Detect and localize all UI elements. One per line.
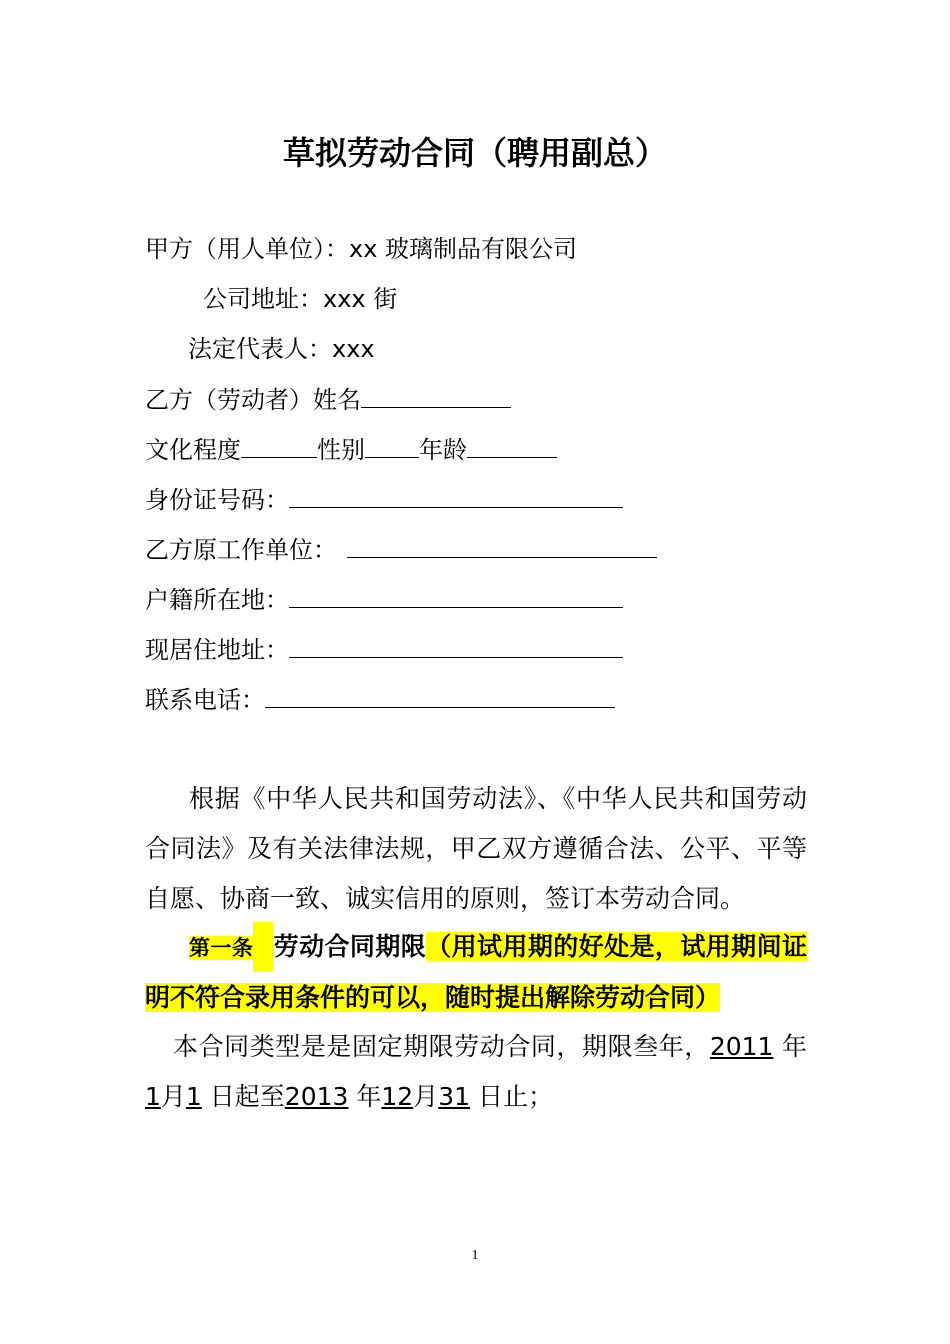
gender-blank[interactable] — [365, 433, 419, 458]
end-year-unit: 年 — [356, 1082, 382, 1111]
id-number-line — [145, 483, 623, 516]
end-year: 2013 — [284, 1082, 349, 1111]
current-address-line — [145, 633, 623, 666]
id-number-label: 身份证号码： — [145, 486, 289, 514]
party-a-line — [145, 233, 577, 265]
age-label: 年龄 — [419, 436, 467, 464]
day-end-text: 日止； — [477, 1082, 553, 1111]
age-blank[interactable] — [467, 433, 557, 458]
legal-rep-value: xxx — [332, 335, 375, 363]
day-from-text: 日起至 — [209, 1082, 285, 1111]
education-gender-age-line — [145, 433, 557, 466]
article-1-number: 第一条 — [189, 936, 254, 960]
company-address-label: 公司地址： — [203, 285, 323, 313]
id-number-blank[interactable] — [289, 483, 623, 508]
hukou-line — [145, 583, 623, 616]
preamble-paragraph: 根据《中华人民共和国劳动法》、《中华人民共和国劳动合同法》及有关法律法规，甲乙双方遵循合法、公平、平等自愿、协商一致、诚实信用的原则，签订本劳动合同。 — [145, 784, 807, 913]
article-1-heading-paragraph — [145, 922, 807, 1023]
start-day: 1 — [185, 1082, 202, 1111]
party-b-name-blank[interactable] — [361, 383, 511, 408]
party-b-name-line — [145, 383, 511, 416]
party-b-name-label: 乙方（劳动者）姓名 — [145, 386, 361, 414]
year-unit: 年 — [781, 1032, 807, 1061]
phone-label: 联系电话： — [145, 686, 265, 714]
phone-line — [145, 683, 615, 716]
current-address-blank[interactable] — [289, 633, 623, 658]
prev-employer-label: 乙方原工作单位： — [145, 536, 337, 564]
education-label: 文化程度 — [145, 436, 241, 464]
party-a-label: 甲方（用人单位）： — [145, 235, 349, 263]
article-1-note: （用试用期的好处是，试用期间证明不符合录用条件的可以，随时提出解除劳动合同） — [145, 932, 807, 1012]
end-day: 31 — [438, 1082, 471, 1111]
hukou-label: 户籍所在地： — [145, 586, 289, 614]
prev-employer-blank[interactable] — [347, 533, 657, 558]
month-unit: 月 — [160, 1082, 186, 1111]
gender-label: 性别 — [317, 436, 365, 464]
contract-type-text: 本合同类型是是固定期限劳动合同，期限叁年， — [173, 1032, 710, 1061]
document-title: 草拟劳动合同（聘用副总） — [282, 134, 667, 172]
party-a-name: xx 玻璃制品有限公司 — [349, 235, 578, 263]
prev-employer-line — [145, 533, 657, 566]
legal-rep-line — [188, 333, 375, 365]
start-month: 1 — [145, 1082, 161, 1111]
hukou-blank[interactable] — [289, 583, 623, 608]
current-address-label: 现居住地址： — [145, 636, 289, 664]
end-month: 12 — [381, 1082, 414, 1111]
legal-rep-label: 法定代表人： — [188, 335, 332, 363]
company-address-line — [203, 283, 397, 315]
end-month-unit: 月 — [413, 1082, 439, 1111]
article-1-heading: 劳动合同期限 — [273, 932, 427, 961]
page-number: 1 — [471, 1248, 479, 1263]
start-year: 2011 — [709, 1032, 774, 1061]
company-address-value: xxx 街 — [323, 285, 398, 313]
phone-blank[interactable] — [265, 683, 615, 708]
education-blank[interactable] — [241, 433, 317, 458]
article-1-body — [145, 1022, 807, 1122]
